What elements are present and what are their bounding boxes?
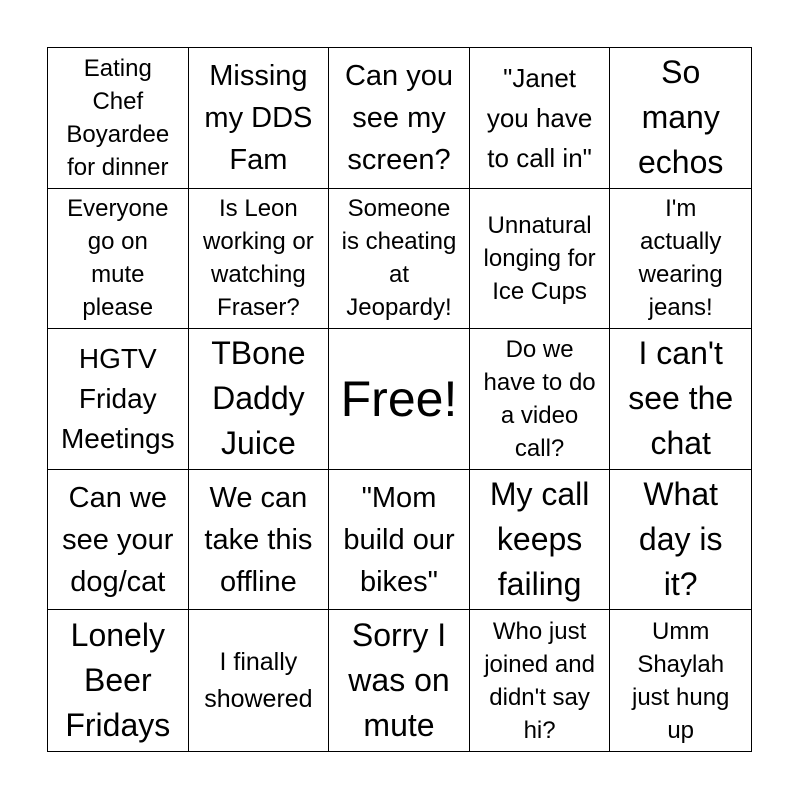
bingo-cell[interactable]	[48, 329, 189, 470]
cell-text: Lonely Beer Fridays	[65, 617, 171, 744]
cell-text: TBone Daddy Juice	[211, 335, 306, 462]
bingo-cell[interactable]	[329, 48, 470, 189]
cell-text: Can you see my screen?	[344, 59, 453, 176]
bingo-cell[interactable]	[470, 48, 611, 189]
cell-text: Unnatural longing for Ice Cups	[483, 211, 596, 305]
cell-text: Umm Shaylah just hung up	[631, 617, 730, 744]
cell-text: Free!	[340, 370, 458, 427]
cell-text: Who just joined and didn't say hi?	[484, 617, 595, 744]
bingo-cell[interactable]	[189, 189, 330, 330]
cell-text: I can't see the chat	[628, 335, 734, 462]
bingo-cell[interactable]	[48, 470, 189, 611]
bingo-cell[interactable]	[189, 610, 330, 751]
cell-text: Everyone go on mute please	[67, 195, 169, 322]
bingo-cell[interactable]	[329, 610, 470, 751]
cell-text: Sorry I was on mute	[348, 617, 450, 744]
cell-text: My call keeps failing	[489, 476, 590, 603]
cell-text: So many echos	[638, 54, 724, 181]
cell-text: What day is it?	[638, 476, 723, 603]
bingo-cell[interactable]	[189, 329, 330, 470]
bingo-cell[interactable]	[329, 470, 470, 611]
bingo-cell[interactable]	[610, 329, 751, 470]
bingo-cell[interactable]	[470, 189, 611, 330]
bingo-cell[interactable]	[48, 48, 189, 189]
cell-text: HGTV Friday Meetings	[60, 342, 175, 454]
bingo-cell[interactable]	[470, 329, 611, 470]
cell-text: Someone is cheating at Jeopardy!	[341, 195, 457, 322]
bingo-cell[interactable]	[610, 470, 751, 611]
bingo-cell[interactable]	[470, 470, 611, 611]
bingo-cell[interactable]	[610, 48, 751, 189]
cell-text: Is Leon working or watching Fraser?	[203, 195, 314, 322]
bingo-cell[interactable]	[470, 610, 611, 751]
cell-text: "Janet you have to call in"	[486, 62, 593, 173]
cell-text: Do we have to do a video call?	[483, 335, 596, 462]
cell-text: Eating Chef Boyardee for dinner	[66, 54, 170, 181]
cell-text: I finally showered	[204, 647, 313, 713]
bingo-cell[interactable]	[329, 189, 470, 330]
bingo-cell[interactable]	[610, 610, 751, 751]
bingo-cell[interactable]	[189, 470, 330, 611]
bingo-board	[47, 47, 752, 752]
free-space[interactable]	[329, 329, 470, 470]
bingo-cell[interactable]	[48, 610, 189, 751]
bingo-cell[interactable]	[48, 189, 189, 330]
bingo-cell[interactable]	[610, 189, 751, 330]
cell-text: I'm actually wearing jeans!	[638, 195, 723, 322]
cell-text: Missing my DDS Fam	[204, 59, 313, 176]
cell-text: Can we see your dog/cat	[62, 481, 174, 598]
cell-text: We can take this offline	[204, 481, 313, 598]
cell-text: "Mom build our bikes"	[343, 481, 455, 598]
bingo-cell[interactable]	[189, 48, 330, 189]
